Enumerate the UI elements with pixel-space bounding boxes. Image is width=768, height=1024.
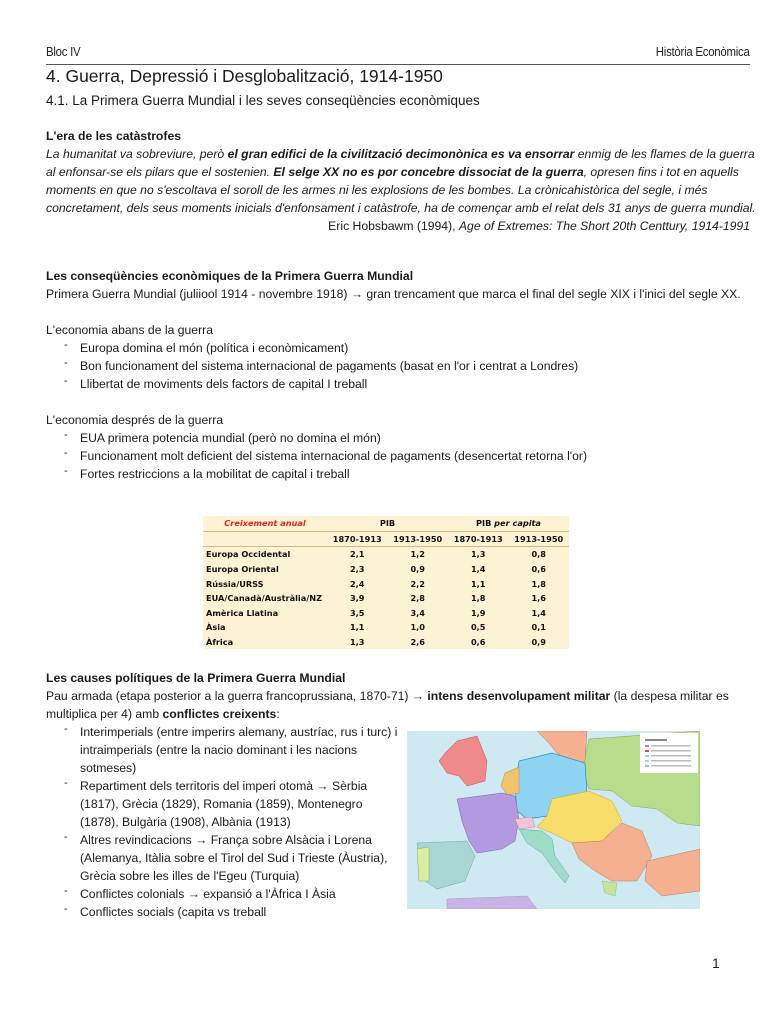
list-item: - Llibertat de moviments dels factors de capital I treball — [64, 375, 758, 393]
list-item: - Repartiment dels territoris del imperi otomà → Sèrbia (1817), Grècia (1829), Romania (1859), Montenegro (1878), Bulgària (1908), Albània (1913) — [64, 777, 402, 831]
table-title: Creixement anual — [203, 516, 327, 531]
table-row — [203, 606, 569, 621]
consequences-section — [46, 267, 758, 483]
header-text-italic: per capita — [494, 518, 541, 529]
quote-text: , opresen fins i tot en aquells moments en que no s'escoltava el soroll de les armes ni les explosions de les bombes. La crònicahistòrica del segle, i més concretament, dels seus moments inicials d'enfonsament i catàstrofe, ha de començar amb el relat dels 31 anys de guerra mundial. — [46, 165, 756, 215]
growth-table-grid — [203, 516, 569, 649]
value-cell: 1,1 — [349, 622, 365, 633]
list-item: - Funcionament molt deficient del sistema internacional de pagaments (desencertat retorna l'or) — [64, 447, 758, 465]
value-cell: 1,8 — [470, 593, 486, 604]
intro-emphasis: intens desenvolupament militar — [427, 689, 611, 703]
region-cell: Rússia/URSS — [206, 578, 264, 589]
value-cell: 2,6 — [410, 637, 425, 648]
region-cell: Europa Oriental — [206, 564, 279, 575]
causes-heading — [46, 669, 758, 687]
table-row — [203, 562, 569, 577]
consequences-intro: Primera Guerra Mundial (juliiool 1914 - novembre 1918) → gran trencament que marca el final del segle XIX i l'inici del segle XX. — [46, 287, 741, 301]
list-item: - Interimperials (entre imperirs alemany, austríac, rus i turc) i intraimperials (entre la nacio dominant i les nacions sotmeses) — [64, 723, 402, 777]
before-war-list — [46, 339, 758, 393]
table-row — [203, 591, 569, 606]
era-section — [46, 127, 758, 235]
period-header: 1870-1913 — [327, 531, 388, 547]
intro-text: : — [276, 707, 280, 721]
running-header — [46, 44, 750, 65]
causes-section — [46, 669, 758, 723]
intro-text: (la despesa militar es multiplica per 4) amb — [46, 689, 729, 721]
value-cell: 0,5 — [470, 622, 486, 633]
value-cell: 1,3 — [349, 637, 365, 648]
consequences-heading: Les conseqüències econòmiques de la Primera Guerra Mundial — [46, 269, 414, 283]
after-war-label: L'economia després de la guerra — [46, 413, 224, 427]
region-cell: Europa Occidental — [206, 549, 291, 560]
value-cell: 1,3 — [470, 549, 486, 560]
period-header: 1870-1913 — [448, 531, 509, 547]
intro-text: Pau armada (etapa posterior a la guerra francoprussiana, 1870-71) → — [46, 689, 428, 703]
table-row — [203, 576, 569, 591]
heading-text-bold: Primera Guerra Mundial — [207, 671, 346, 685]
header-block-label: Bloc IV — [46, 44, 81, 59]
citation-title: Age of Extremes: The Short 20th Centtury, 1914-1991 — [458, 219, 750, 233]
table-row — [203, 635, 569, 650]
growth-table — [203, 516, 569, 649]
region-cell: EUA/Canadà/Austràlia/NZ — [206, 593, 323, 604]
value-cell: 0,6 — [470, 637, 486, 648]
quote-citation — [46, 217, 758, 235]
value-cell: 0,6 — [531, 564, 546, 575]
before-war-label: L'economia abans de la guerra — [46, 323, 213, 337]
empty-header — [203, 531, 327, 547]
causes-list — [46, 723, 402, 921]
list-item: - Bon funcionament del sistema internacional de pagaments (basat en l'or i centrat a Londres) — [64, 357, 758, 375]
value-cell: 1,0 — [410, 622, 425, 633]
value-cell: 2,3 — [349, 564, 365, 575]
quote-text: enmig de les flames de la guerra al enfonsar-se els pilars que el sostenien. — [46, 147, 755, 179]
heading-text: Les causes polítiques de la — [46, 671, 208, 685]
value-cell: 1,2 — [410, 549, 425, 560]
page-number: 1 — [712, 955, 720, 971]
intro-emphasis: conflictes creixents — [162, 707, 277, 721]
value-cell: 2,2 — [410, 578, 425, 589]
table-row — [203, 547, 569, 562]
causes-intro — [46, 687, 758, 723]
period-header: 1913-1950 — [509, 531, 570, 547]
list-item: - Altres revindicacions → França sobre Alsàcia i Lorena (Alemanya, Itàlia sobre el Tirol del Sud i Trieste (Àustria), Grècia sobre les illes de l'Egeu (Turquia) — [64, 831, 402, 885]
value-cell: 1,4 — [470, 564, 486, 575]
value-cell: 2,8 — [410, 593, 425, 604]
value-cell: 0,9 — [531, 637, 546, 648]
value-cell: 0,1 — [531, 622, 546, 633]
header-course-label: Història Econòmica — [656, 44, 750, 59]
chapter-title: 4. Guerra, Depressió i Desglobalització, 1914-1950 — [46, 66, 443, 86]
quote-emphasis: El selge XX no es por concebre dissociat de la guerra — [273, 165, 584, 179]
region-cell: Amèrica Llatina — [206, 607, 279, 618]
causes-list-container — [46, 723, 402, 921]
quote-emphasis: el gran edifici de la civilització decimonònica es va ensorrar — [227, 147, 575, 161]
value-cell: 1,6 — [531, 593, 546, 604]
list-item: - Fortes restriccions a la mobilitat de capital i treball — [64, 465, 758, 483]
quote-text: La humanitat va sobreviure, però — [46, 147, 228, 161]
value-cell: 1,4 — [531, 607, 546, 618]
value-cell: 3,5 — [349, 607, 365, 618]
after-war-list — [46, 429, 758, 483]
hobsbawm-quote — [46, 145, 758, 217]
group-header-pib: PIB — [327, 516, 448, 531]
value-cell: 2,1 — [349, 549, 365, 560]
era-heading: L'era de les catàstrofes — [46, 129, 181, 143]
list-item: - EUA primera potencia mundial (però no domina el món) — [64, 429, 758, 447]
citation-author: Eric Hobsbawm (1994), — [328, 219, 459, 233]
value-cell: 1,1 — [470, 578, 486, 589]
value-cell: 1,9 — [470, 607, 486, 618]
period-header: 1913-1950 — [388, 531, 449, 547]
region-cell: Àsia — [206, 622, 226, 633]
value-cell: 3,4 — [410, 607, 425, 618]
list-item: - Conflictes socials (capita vs treball — [64, 903, 402, 921]
header-text: PIB — [476, 518, 495, 529]
table-row — [203, 620, 569, 635]
region-cell: Àfrica — [206, 637, 234, 648]
value-cell: 3,9 — [349, 593, 365, 604]
value-cell: 1,8 — [531, 578, 546, 589]
group-header-pib-per-capita — [448, 516, 569, 531]
value-cell: 2,4 — [349, 578, 365, 589]
list-item: - Conflictes colonials → expansió a l'Àfrica I Àsia — [64, 885, 402, 903]
value-cell: 0,9 — [410, 564, 425, 575]
europe-1871-map — [407, 731, 700, 909]
value-cell: 0,8 — [531, 549, 546, 560]
list-item: - Europa domina el món (política i econòmicament) — [64, 339, 758, 357]
map-illustration — [407, 731, 700, 909]
section-title: 4.1. La Primera Guerra Mundial i les seves conseqüències econòmiques — [46, 93, 480, 108]
